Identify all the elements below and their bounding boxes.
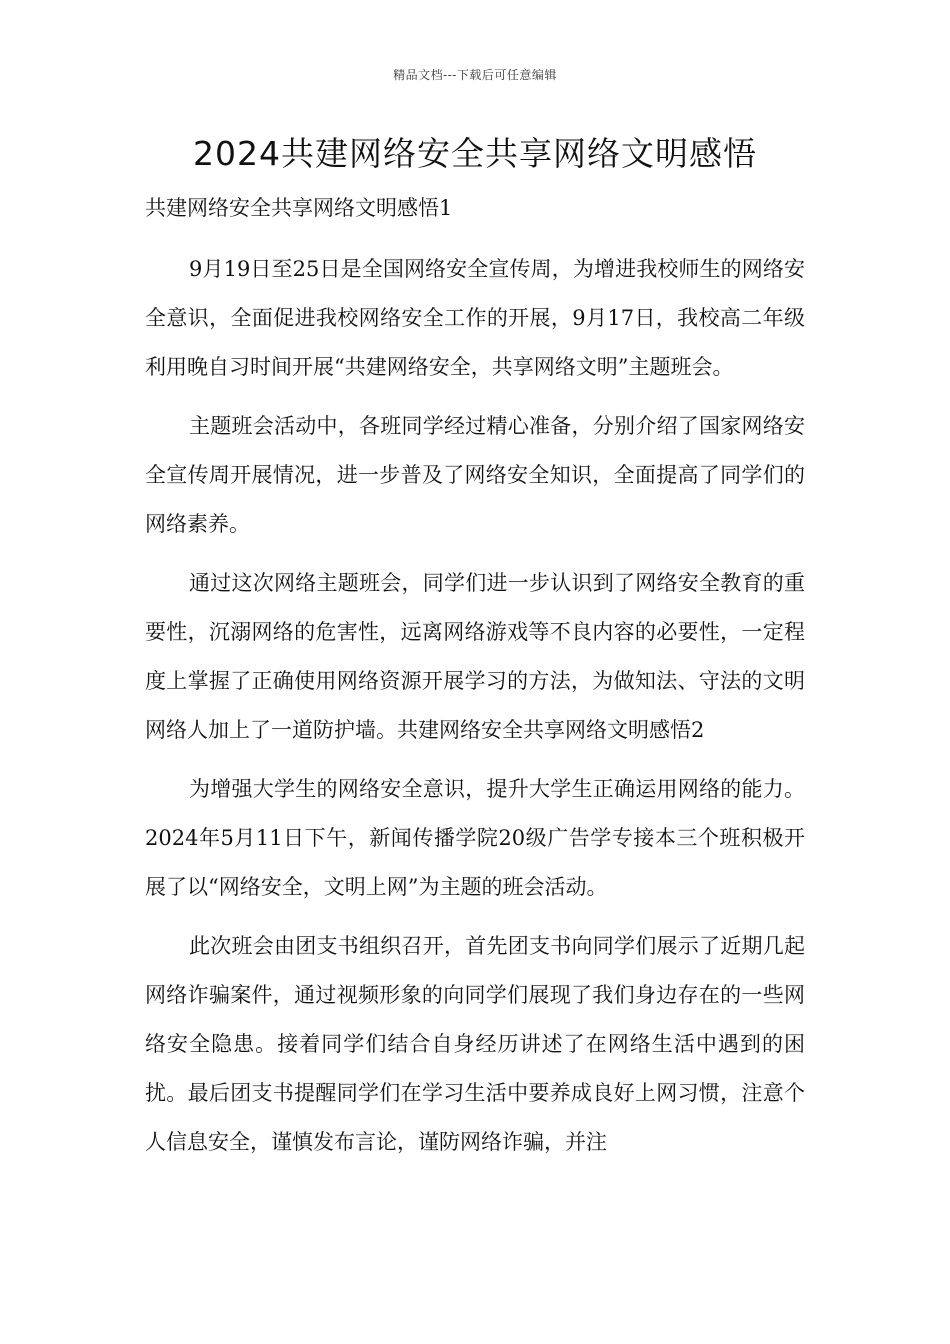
paragraph: 通过这次网络主题班会，同学们进一步认识到了网络安全教育的重要性，沉溺网络的危害性，远离网络游戏等不良内容的必要性，一定程度上掌握了正确使用网络资源开展学习的方法，为做知法、守法的文明网络人加上了一道防护墙。共建网络安全共享网络文明感悟2 bbox=[145, 571, 805, 742]
paragraph: 9月19日至25日是全国网络安全宣传周，为增进我校师生的网络安全意识，全面促进我校网络安全工作的开展，9月17日，我校高二年级利用晚自习时间开展“共建网络安全，共享网络文明”主题班会。 bbox=[145, 257, 805, 379]
section-heading: 共建网络安全共享网络文明感悟1 bbox=[145, 196, 453, 220]
document-title: 2024共建网络安全共享网络文明感悟 bbox=[193, 134, 757, 173]
paragraph: 主题班会活动中，各班同学经过精心准备，分别介绍了国家网络安全宣传周开展情况，进一步普及了网络安全知识，全面提高了同学们的网络素养。 bbox=[145, 414, 805, 536]
document-body bbox=[145, 184, 805, 1167]
paragraph: 此次班会由团支书组织召开，首先团支书向同学们展示了近期几起网络诈骗案件，通过视频形象的向同学们展现了我们身边存在的一些网络安全隐患。接着同学们结合自身经历讲述了在网络生活中遇到的困扰。最后团支书提醒同学们在学习生活中要养成良好上网习惯，注意个人信息安全，谨慎发布言论，谨防网络诈骗，并注 bbox=[145, 934, 805, 1154]
paragraph: 为增强大学生的网络安全意识，提升大学生正确运用网络的能力。2024年5月11日下午，新闻传播学院20级广告学专接本三个班积极开展了以“网络安全，文明上网”为主题的班会活动。 bbox=[145, 777, 805, 899]
page-header: 精品文档---下载后可任意编辑 bbox=[393, 68, 557, 82]
